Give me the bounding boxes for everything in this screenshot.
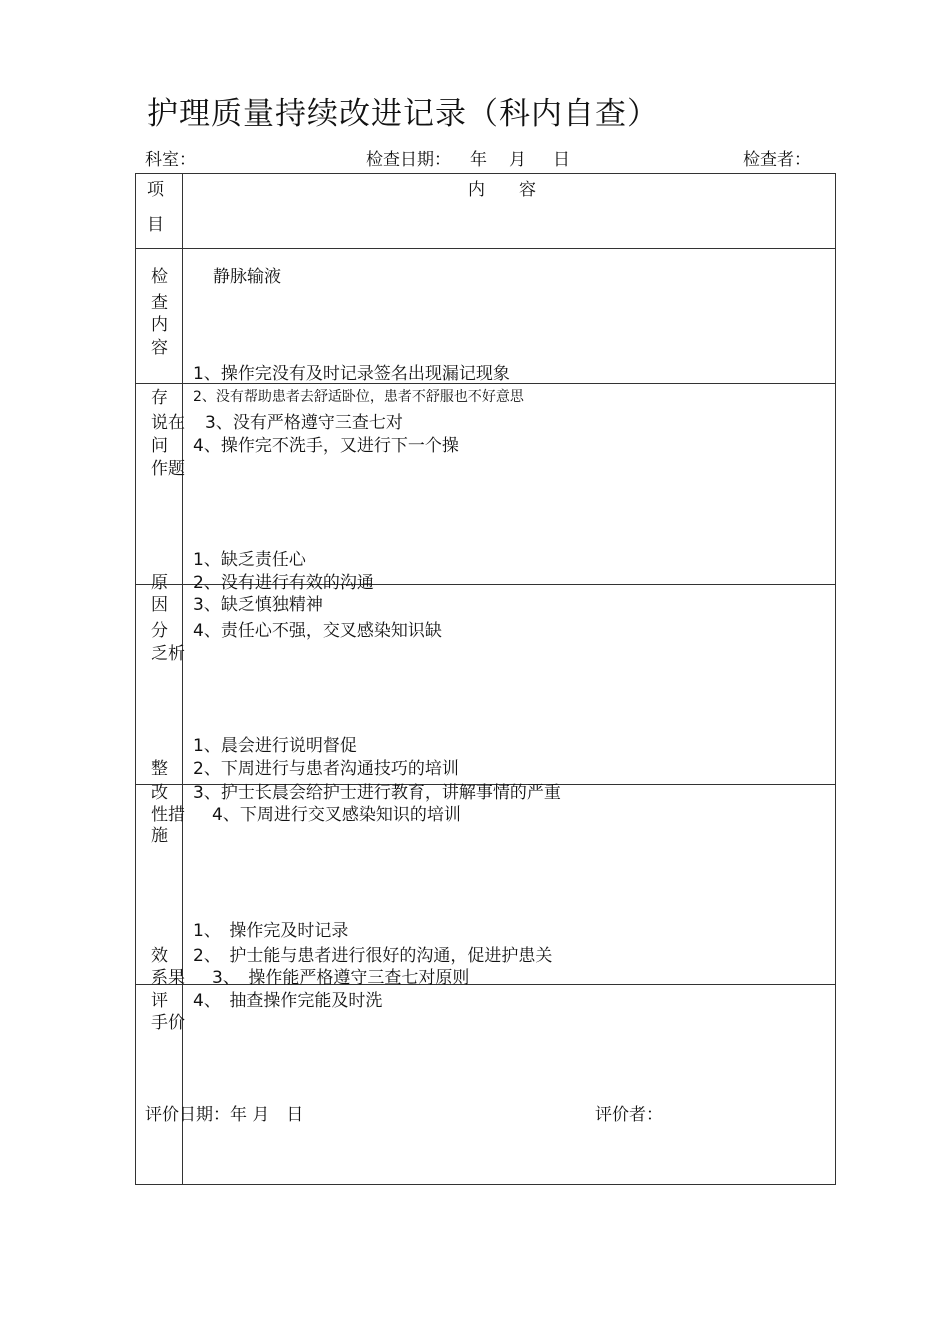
effect-item-1: 1、 操作完及时记录 bbox=[193, 921, 349, 941]
inspection-date-label: 检查日期： bbox=[366, 150, 451, 170]
cause-item-1: 1、缺乏责任心 bbox=[193, 550, 306, 570]
measure-item-1: 1、晨会进行说明督促 bbox=[193, 736, 357, 756]
effect-item-2: 2、 护士能与患者进行很好的沟通，促进护患关 bbox=[193, 946, 553, 966]
problem-label-4: 作题 bbox=[151, 459, 185, 479]
cause-item-2: 2、没有进行有效的沟通 bbox=[193, 573, 374, 593]
check-content: 静脉输液 bbox=[213, 267, 281, 287]
check-label-2: 查 bbox=[151, 293, 168, 313]
cause-label-3: 分 bbox=[151, 621, 168, 641]
date-month: 月 bbox=[509, 150, 526, 170]
table-top-border bbox=[135, 173, 836, 174]
effect-item-3: 3、 操作能严格遵守三查七对原则 bbox=[212, 968, 470, 988]
check-label-4: 容 bbox=[151, 338, 168, 358]
effect-item-4: 4、 抽查操作完能及时洗 bbox=[193, 991, 383, 1011]
row-divider bbox=[135, 248, 836, 249]
table-bottom-border bbox=[135, 1184, 836, 1185]
effect-label-2: 系果 bbox=[151, 968, 185, 988]
page-title: 护理质量持续改进记录（科内自查） bbox=[147, 96, 659, 132]
dept-label: 科室： bbox=[145, 150, 196, 170]
cause-label-4: 乏析 bbox=[151, 644, 185, 664]
date-day: 日 bbox=[553, 150, 570, 170]
item-header-2: 目 bbox=[147, 215, 164, 235]
table-left-border bbox=[135, 173, 136, 1184]
measure-label-1: 整 bbox=[151, 759, 168, 779]
inspector-label: 检查者： bbox=[743, 150, 811, 170]
measure-label-4: 施 bbox=[151, 826, 168, 846]
problem-label-2: 说在 bbox=[151, 413, 185, 433]
cause-label-1: 原 bbox=[151, 573, 168, 593]
evaluator-label: 评价者： bbox=[595, 1105, 663, 1125]
item-header-1: 项 bbox=[147, 180, 164, 200]
measure-item-2: 2、下周进行与患者沟通技巧的培训 bbox=[193, 759, 459, 779]
problem-item-4: 4、操作完不洗手，又进行下一个操 bbox=[193, 436, 459, 456]
content-header: 内 容 bbox=[468, 180, 536, 200]
effect-label-3: 评 bbox=[151, 991, 168, 1011]
check-label-3: 内 bbox=[151, 315, 168, 335]
table-right-border bbox=[835, 173, 836, 1184]
effect-label-4: 手价 bbox=[151, 1013, 185, 1033]
measure-label-2: 改 bbox=[151, 783, 168, 803]
problem-item-1: 1、操作完没有及时记录签名出现漏记现象 bbox=[193, 364, 510, 384]
evaluation-date-label: 评价日期：年 月 日 bbox=[145, 1105, 304, 1125]
cause-item-3: 3、缺乏慎独精神 bbox=[193, 595, 323, 615]
date-year: 年 bbox=[470, 150, 487, 170]
check-label-1: 检 bbox=[151, 267, 168, 287]
cause-item-4: 4、责任心不强，交叉感染知识缺 bbox=[193, 621, 442, 641]
effect-label-1: 效 bbox=[151, 946, 168, 966]
cause-label-2: 因 bbox=[151, 595, 168, 615]
problem-label-1: 存 bbox=[151, 388, 168, 408]
problem-item-2: 2、没有帮助患者去舒适卧位，患者不舒服也不好意思 bbox=[193, 389, 524, 405]
problem-item-3: 3、没有严格遵守三查七对 bbox=[205, 413, 403, 433]
measure-label-3: 性措 bbox=[151, 805, 185, 825]
measure-item-3: 3、护士长晨会给护士进行教育，讲解事情的严重 bbox=[193, 783, 561, 803]
measure-item-4: 4、下周进行交叉感染知识的培训 bbox=[212, 805, 461, 825]
problem-label-3: 问 bbox=[151, 436, 168, 456]
